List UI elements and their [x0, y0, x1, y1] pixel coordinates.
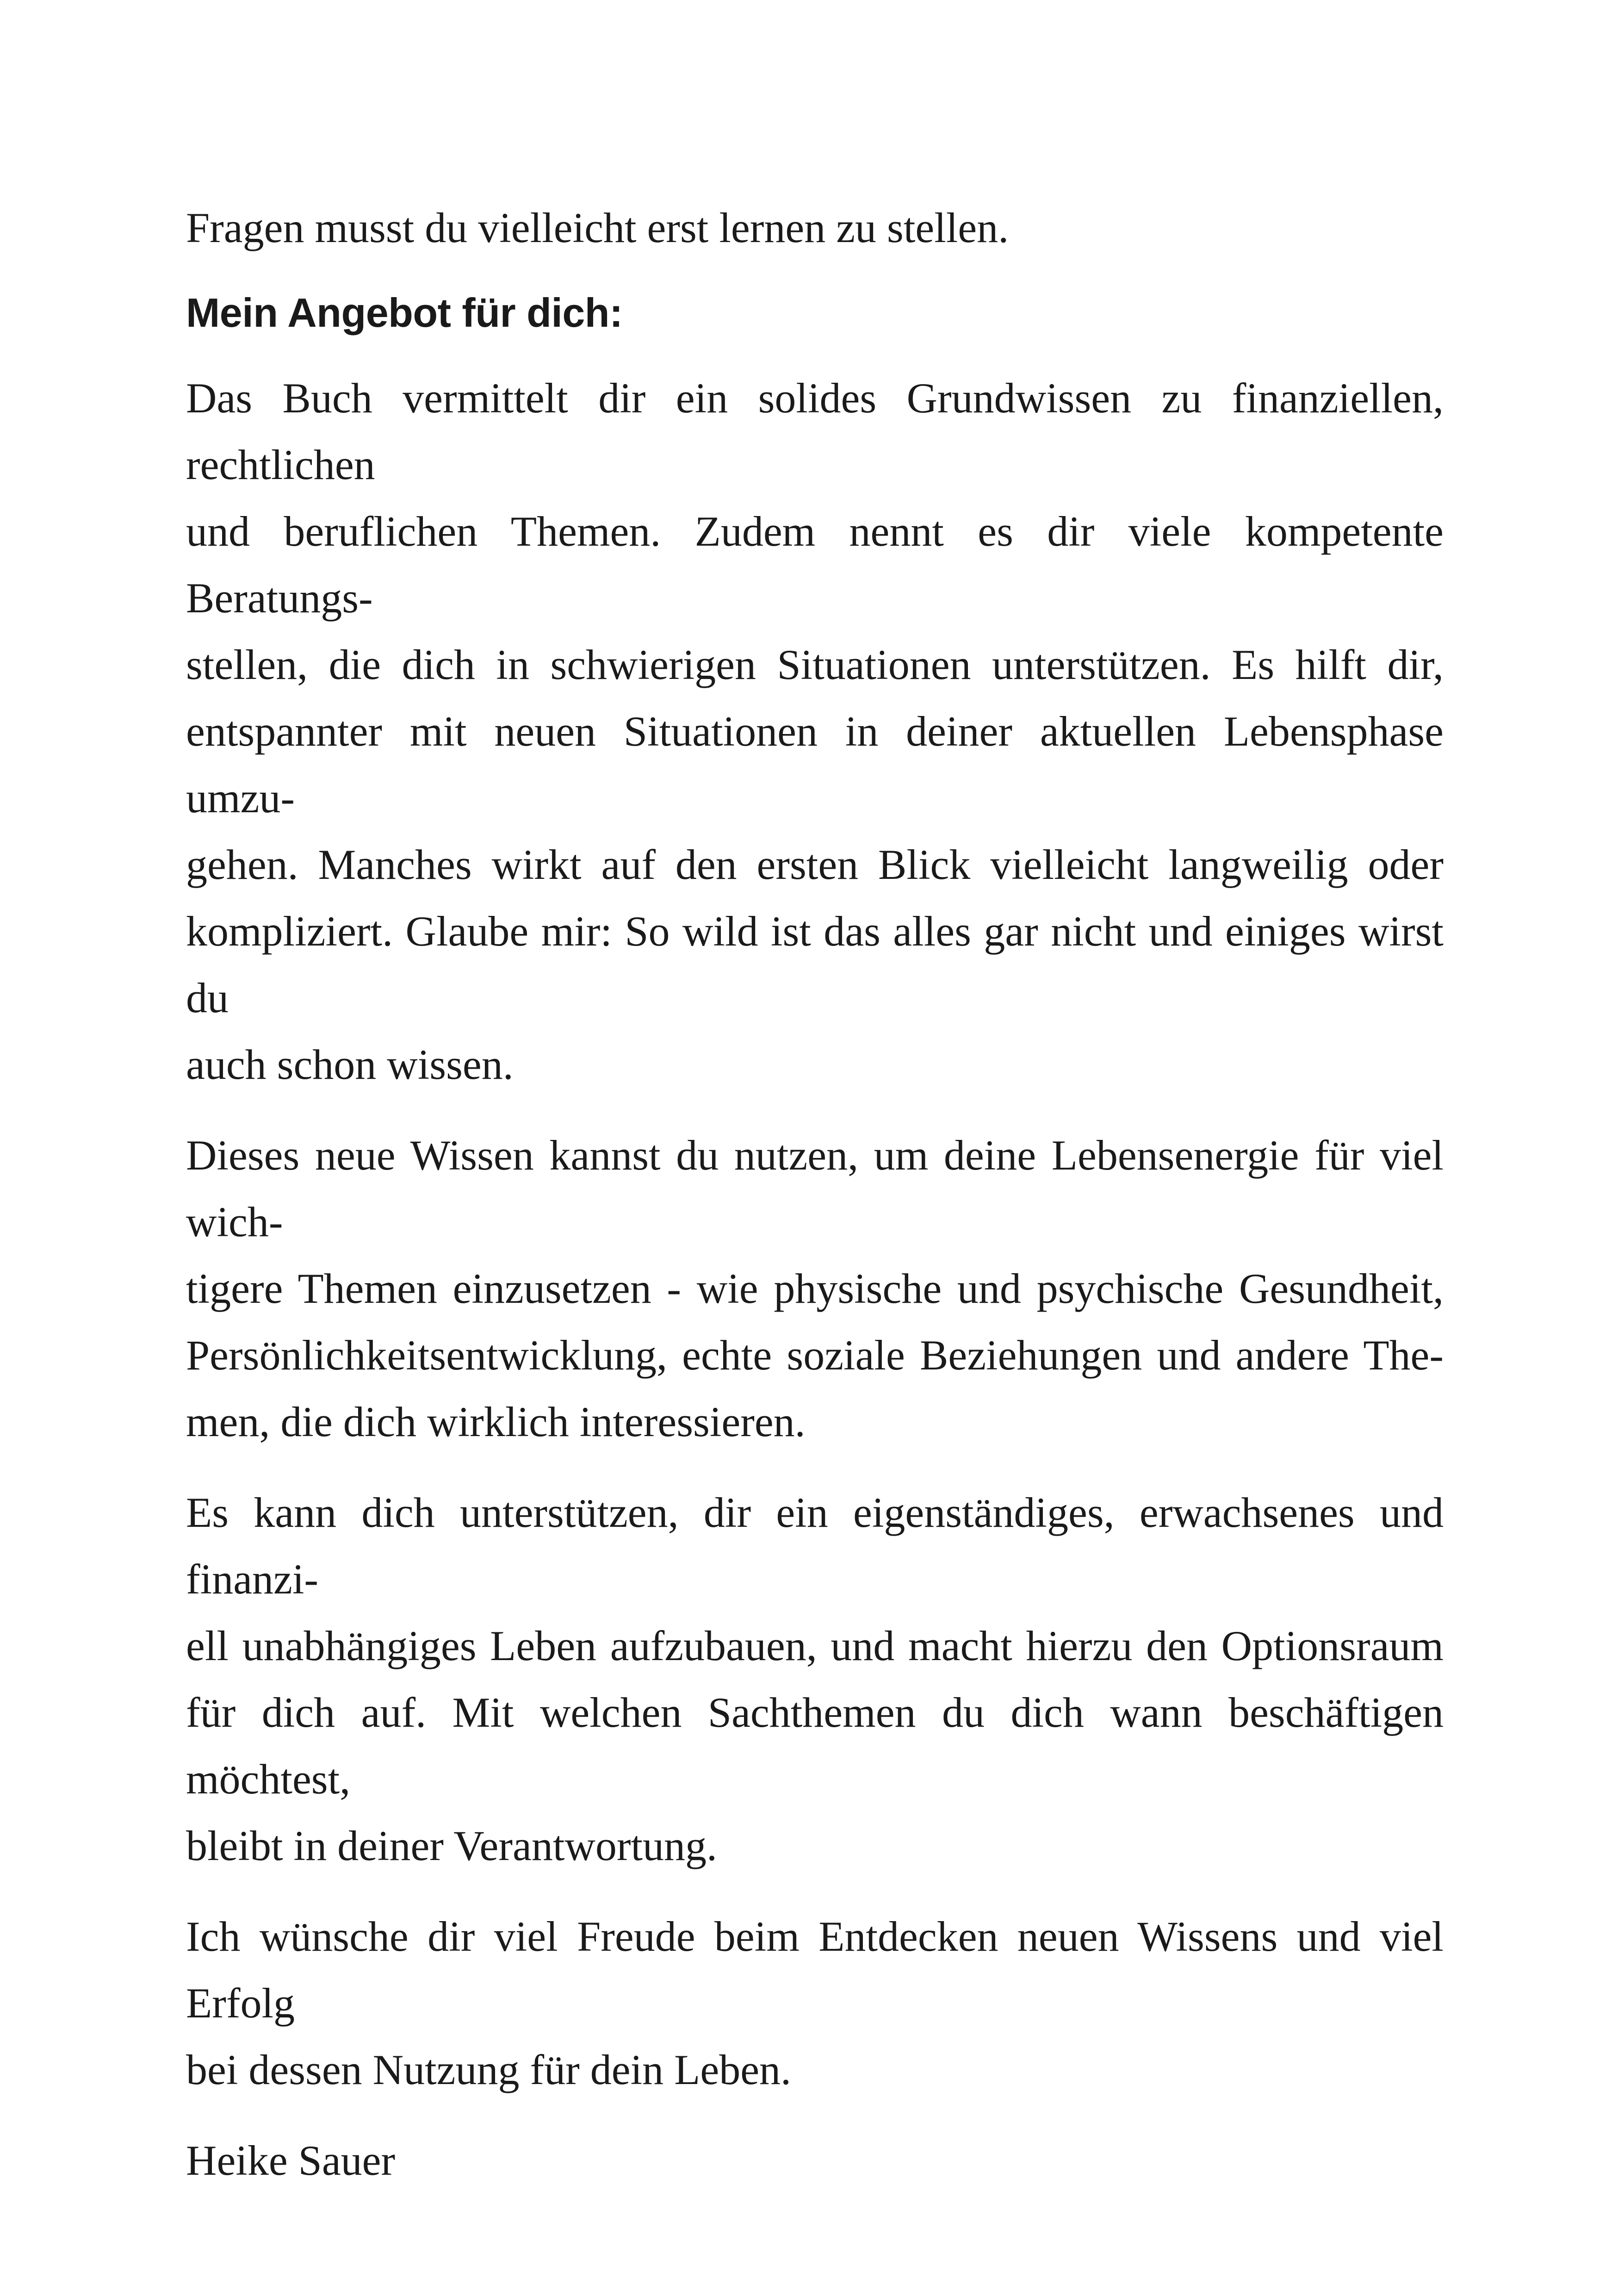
- intro-paragraph: [186, 194, 1444, 261]
- text-line: Fragen musst du vielleicht erst lernen zu stellen.: [186, 204, 1009, 251]
- text-line: und beruflichen Themen. Zudem nennt es dir viele kompetente Beratungs-: [186, 508, 1444, 622]
- author-signature: Heike Sauer: [186, 2137, 396, 2184]
- text-line: bei dessen Nutzung für dein Leben.: [186, 2046, 792, 2093]
- paragraph-4: [186, 1903, 1444, 2103]
- text-line: men, die dich wirklich interessieren.: [186, 1398, 806, 1445]
- text-line: bleibt in deiner Verantwortung.: [186, 1822, 718, 1869]
- text-line: auch schon wissen.: [186, 1041, 514, 1088]
- text-line: Dieses neue Wissen kannst du nutzen, um deine Lebensenergie für viel wich-: [186, 1132, 1444, 1245]
- text-line: tigere Themen einzusetzen - wie physische und psychische Gesundheit,: [186, 1265, 1444, 1312]
- text-line: Ich wünsche dir viel Freude beim Entdecken neuen Wissens und viel Erfolg: [186, 1913, 1444, 2027]
- text-line: Es kann dich unterstützen, dir ein eigenständiges, erwachsenes und finanzi-: [186, 1489, 1444, 1603]
- paragraph-1: [186, 365, 1444, 1098]
- text-line: gehen. Manches wirkt auf den ersten Blick vielleicht langweilig oder: [186, 841, 1444, 888]
- text-line: Persönlichkeitsentwicklung, echte soziale Beziehungen und andere The-: [186, 1332, 1444, 1379]
- paragraph-2: [186, 1122, 1444, 1455]
- text-line: kompliziert. Glaube mir: So wild ist das alles gar nicht und einiges wirst du: [186, 908, 1444, 1021]
- text-line: entspannter mit neuen Situationen in deiner aktuellen Lebensphase umzu-: [186, 708, 1444, 821]
- section-heading: Mein Angebot für dich:: [186, 290, 623, 336]
- text-line: für dich auf. Mit welchen Sachthemen du dich wann beschäftigen möchtest,: [186, 1689, 1444, 1803]
- text-line: stellen, die dich in schwierigen Situationen unterstützen. Es hilft dir,: [186, 641, 1444, 688]
- page-content: [186, 194, 1444, 2194]
- text-line: ell unabhängiges Leben aufzubauen, und macht hierzu den Optionsraum: [186, 1622, 1444, 1669]
- text-line: Das Buch vermittelt dir ein solides Grundwissen zu finanziellen, rechtlichen: [186, 374, 1444, 488]
- paragraph-3: [186, 1479, 1444, 1879]
